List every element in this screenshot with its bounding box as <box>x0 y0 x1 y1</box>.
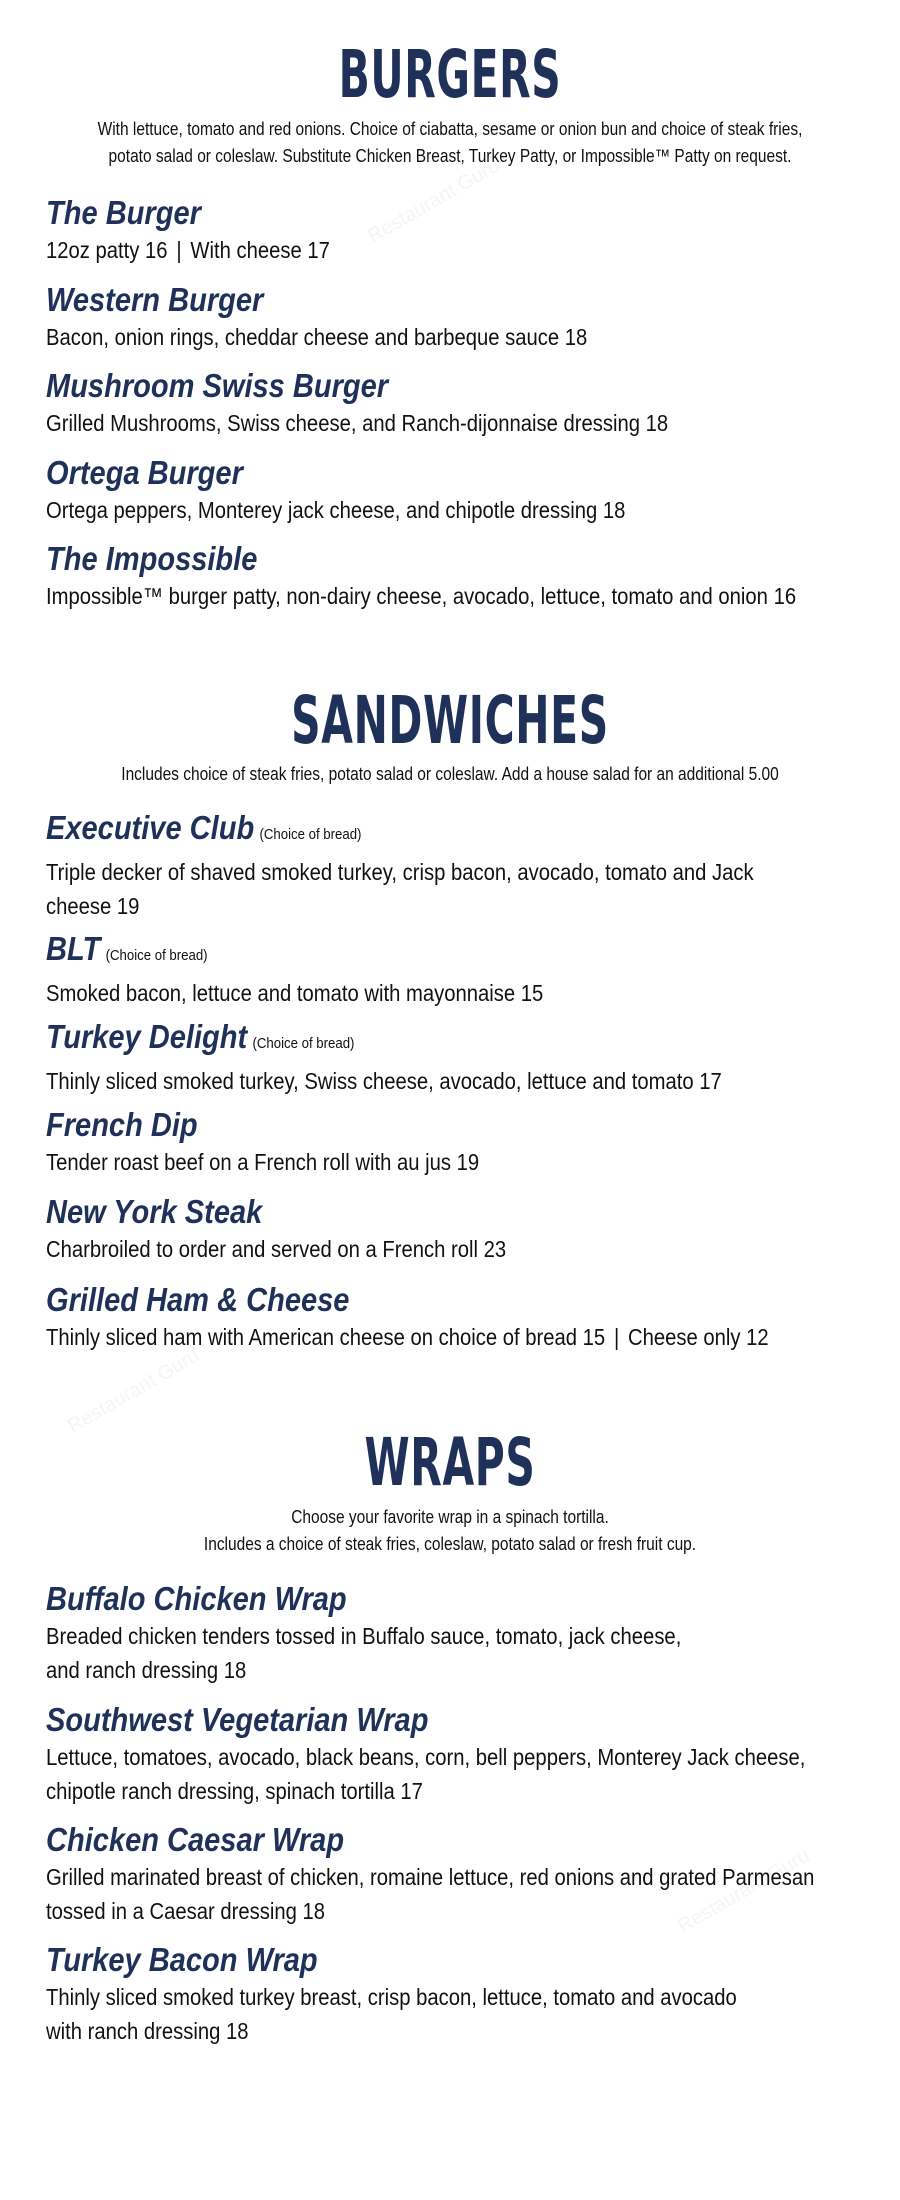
item-name: Buffalo Chicken Wrap <box>46 1580 347 1617</box>
item-name: French Dip <box>46 1106 198 1143</box>
item-description: Grilled marinated breast of chicken, romaine lettuce, red onions and grated Parmesan tossed in a Caesar dressing 18 <box>46 1864 815 1924</box>
section-description: Includes choice of steak fries, potato salad or coleslaw. Add a house salad for an additional 5.00 <box>121 764 779 784</box>
item-name: Mushroom Swiss Burger <box>46 367 389 404</box>
item-name: The Impossible <box>46 540 258 577</box>
item-name: BLT (Choice of bread) <box>46 930 208 967</box>
item-name: Chicken Caesar Wrap <box>46 1821 345 1858</box>
section-description: With lettuce, tomato and red onions. Choice of ciabatta, sesame or onion bun and choice of steak fries, potato salad or coleslaw. Substitute Chicken Breast, Turkey Patty, or Impossible™ Patty on request. <box>97 119 803 166</box>
watermark: Restaurant Guru <box>674 1844 814 1938</box>
section-description: Choose your favorite wrap in a spinach tortilla. Includes a choice of steak fries, coleslaw, potato salad or fresh fruit cup. <box>203 1507 697 1554</box>
item-note: (Choice of bread) <box>105 947 208 964</box>
item-description: Lettuce, tomatoes, avocado, black beans, corn, bell peppers, Monterey Jack cheese, chipotle ranch dressing, spinach tortilla 17 <box>46 1744 806 1804</box>
menu-item <box>46 280 866 354</box>
menu-item <box>46 1280 866 1354</box>
menu-item <box>46 1820 866 1928</box>
item-description: Ortega peppers, Monterey jack cheese, and chipotle dressing 18 <box>46 497 626 523</box>
item-description: Triple decker of shaved smoked turkey, crisp bacon, avocado, tomato and Jack cheese 19 <box>46 859 754 919</box>
item-description: Impossible™ burger patty, non-dairy cheese, avocado, lettuce, tomato and onion 16 <box>46 583 797 609</box>
watermark: Restaurant Guru <box>364 154 504 248</box>
item-name: Turkey Bacon Wrap <box>46 1941 318 1978</box>
item-name: Southwest Vegetarian Wrap <box>46 1701 429 1738</box>
item-description: Thinly sliced ham with American cheese on choice of bread 15 | Cheese only 12 <box>46 1324 769 1350</box>
sandwiches-section <box>0 682 900 788</box>
item-name: Grilled Ham & Cheese <box>46 1281 350 1318</box>
menu-item <box>46 1700 866 1808</box>
item-note: (Choice of bread) <box>252 1035 355 1052</box>
menu-item <box>46 1579 866 1687</box>
menu-item <box>46 808 866 923</box>
item-name: Turkey Delight (Choice of bread) <box>46 1018 355 1055</box>
menu-item <box>46 929 866 1010</box>
item-description: Thinly sliced smoked turkey breast, crisp bacon, lettuce, tomato and avocado with ranch dressing 18 <box>46 1984 737 2044</box>
menu-item <box>46 366 866 440</box>
menu-item <box>46 1105 866 1179</box>
menu-item <box>46 1017 866 1098</box>
section-title: BURGERS <box>338 36 562 113</box>
menu-item <box>46 539 866 613</box>
menu-item <box>46 193 866 267</box>
section-title: WRAPS <box>364 1424 536 1501</box>
menu-item <box>46 453 866 527</box>
item-description: Tender roast beef on a French roll with au jus 19 <box>46 1149 480 1175</box>
burgers-section <box>0 36 900 170</box>
wraps-section <box>0 1424 900 1558</box>
item-name: Western Burger <box>46 281 264 318</box>
item-note: (Choice of bread) <box>259 826 362 843</box>
section-title: SANDWICHES <box>291 682 609 759</box>
item-name: Ortega Burger <box>46 454 243 491</box>
item-description: Smoked bacon, lettuce and tomato with mayonnaise 15 <box>46 980 544 1006</box>
item-name: Executive Club (Choice of bread) <box>46 809 362 846</box>
menu-item <box>46 1940 866 2048</box>
menu-item <box>46 1192 866 1266</box>
item-name: New York Steak <box>46 1193 263 1230</box>
item-description: Charbroiled to order and served on a French roll 23 <box>46 1236 507 1262</box>
item-name: The Burger <box>46 194 201 231</box>
item-description: 12oz patty 16 | With cheese 17 <box>46 237 330 263</box>
item-description: Thinly sliced smoked turkey, Swiss cheese, avocado, lettuce and tomato 17 <box>46 1068 722 1094</box>
item-description: Breaded chicken tenders tossed in Buffalo sauce, tomato, jack cheese, and ranch dressing 18 <box>46 1623 682 1683</box>
item-description: Bacon, onion rings, cheddar cheese and barbeque sauce 18 <box>46 324 588 350</box>
item-description: Grilled Mushrooms, Swiss cheese, and Ranch-dijonnaise dressing 18 <box>46 410 669 436</box>
watermark: Restaurant Guru <box>64 1344 204 1438</box>
